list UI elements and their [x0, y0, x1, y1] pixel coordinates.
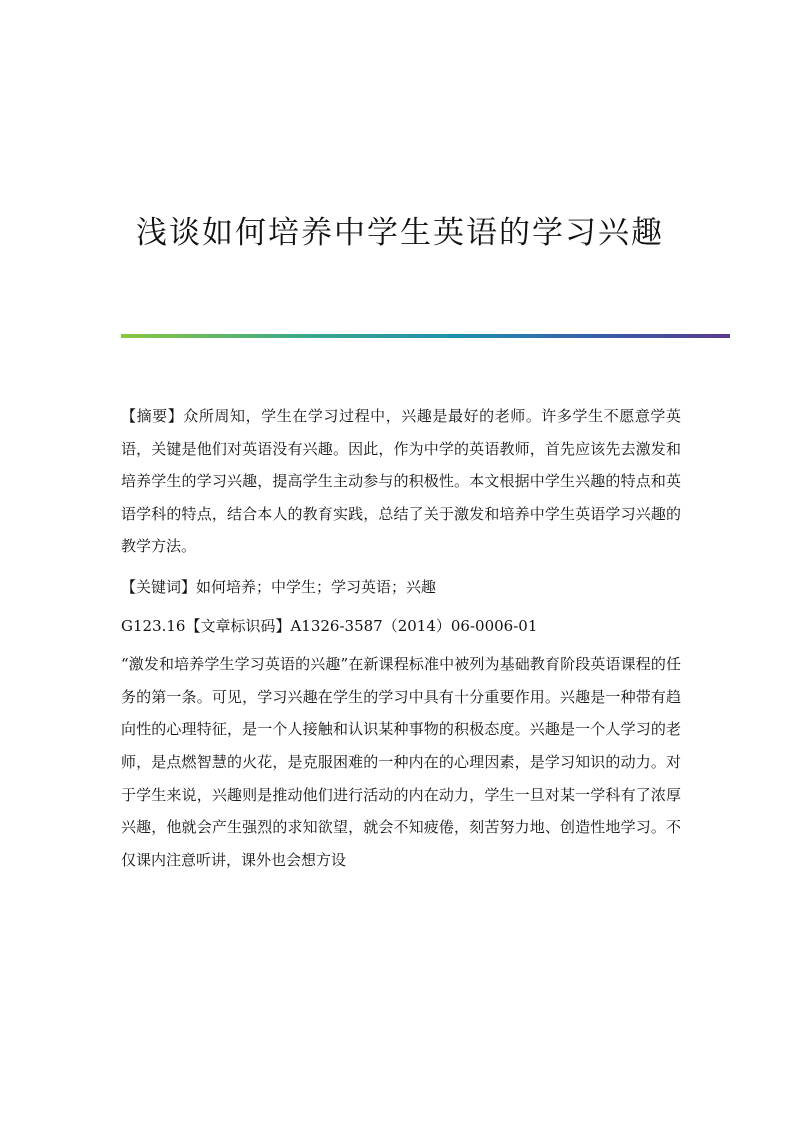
- keywords-line: 【关键词】如何培养；中学生；学习英语；兴趣: [121, 577, 437, 596]
- document-body: [121, 400, 681, 876]
- body-paragraph: “激发和培养学生学习英语的兴趣”在新课程标准中被列为基础教育阶段英语课程的任务的第一条。可见，学习兴趣在学生的学习中具有十分重要作用。兴趣是一种带有趋向性的心理特征，是一个人接触和认识某种事物的积极态度。兴趣是一个人学习的老师，是点燃智慧的火花，是克服困难的一种内在的心理因素，是学习知识的动力。对于学生来说，兴趣则是推动他们进行活动的内在动力，学生一旦对某一学科有了浓厚兴趣，他就会产生强烈的求知欲望，就会不知疲倦，刻苦努力地、创造性地学习。不仅课内注意听讲，课外也会想方设: [121, 655, 681, 869]
- title-divider: [121, 334, 730, 338]
- classification-line: G123.16【文章标识码】A1326-3587（2014）06-0006-01: [121, 616, 538, 635]
- abstract-paragraph: 【摘要】众所周知，学生在学习过程中，兴趣是最好的老师。许多学生不愿意学英语，关键是他们对英语没有兴趣。因此，作为中学的英语教师，首先应该先去激发和培养学生的学习兴趣，提高学生主动参与的积极性。本文根据中学生兴趣的特点和英语学科的特点，结合本人的教育实践，总结了关于激发和培养中学生英语学习兴趣的教学方法。: [121, 407, 681, 556]
- document-title: 浅谈如何培养中学生英语的学习兴趣: [136, 214, 664, 251]
